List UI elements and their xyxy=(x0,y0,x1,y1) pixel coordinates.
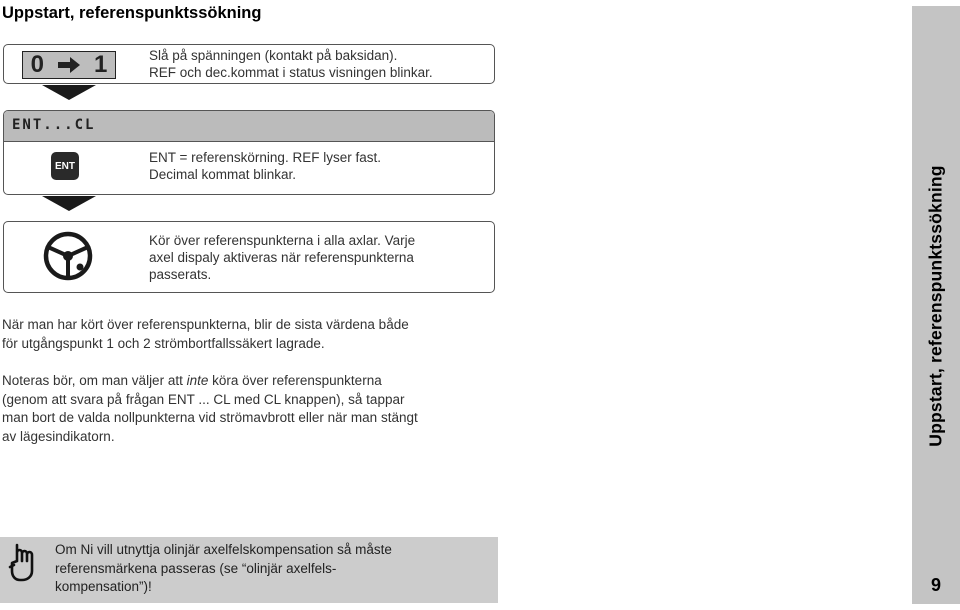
power-switch-key xyxy=(22,51,116,79)
key-from-label: 0 xyxy=(30,51,44,78)
down-arrow-icon xyxy=(42,196,96,211)
step-box-power-on xyxy=(3,44,495,84)
side-tab-title: Uppstart, referenspunktssökning xyxy=(925,165,946,447)
paragraph-stored-values: När man har kört över referenspunkterna, blir de sista värdena både för utgångspunkt 1 och 2 strömbortfallssäkert lagrade. xyxy=(2,317,409,351)
handwheel-icon xyxy=(42,230,94,282)
step-1-text: Slå på spänningen (kontakt på baksidan). REF och dec.kommat i status visningen blinkar. xyxy=(149,48,433,80)
ent-key-icon: ENT xyxy=(51,152,79,180)
step-3-text: Kör över referenspunkterna i alla axlar. Varje axel dispaly aktiveras när referenspunkterna passerats. xyxy=(149,233,416,282)
warning-line-1: Noteras bör, om man väljer att inte köra över referenspunkterna xyxy=(2,373,382,388)
display-text: ENT...CL xyxy=(12,117,96,133)
step-box-ent xyxy=(3,110,495,195)
arrow-right-icon xyxy=(56,55,82,75)
page-number: 9 xyxy=(930,575,941,595)
step-2-text: ENT = referenskörning. REF lyser fast. Decimal kommat blinkar. xyxy=(149,150,381,182)
display-readout xyxy=(4,111,494,142)
down-arrow-icon xyxy=(42,85,96,100)
key-to-label: 1 xyxy=(94,51,108,78)
step-box-traverse xyxy=(3,221,495,293)
note-box xyxy=(0,537,498,603)
paragraph-warning: Noteras bör, om man väljer att inte köra över referenspunkterna (genom att svara på frågan ENT ... CL med CL knappen), så tappar man bort de valda nollpunkterna vid strömavbrott eller när man stängt av lägesindikatorn. xyxy=(2,372,502,446)
page-title: Uppstart, referenspunktssökning xyxy=(2,4,262,22)
note-text: Om Ni vill utnyttja olinjär axelfelskompensation så måste referensmärkena passeras (se “olinjär axelfels- kompensation”)! xyxy=(55,542,392,594)
pointing-hand-icon xyxy=(8,543,42,583)
side-tab xyxy=(912,6,960,604)
